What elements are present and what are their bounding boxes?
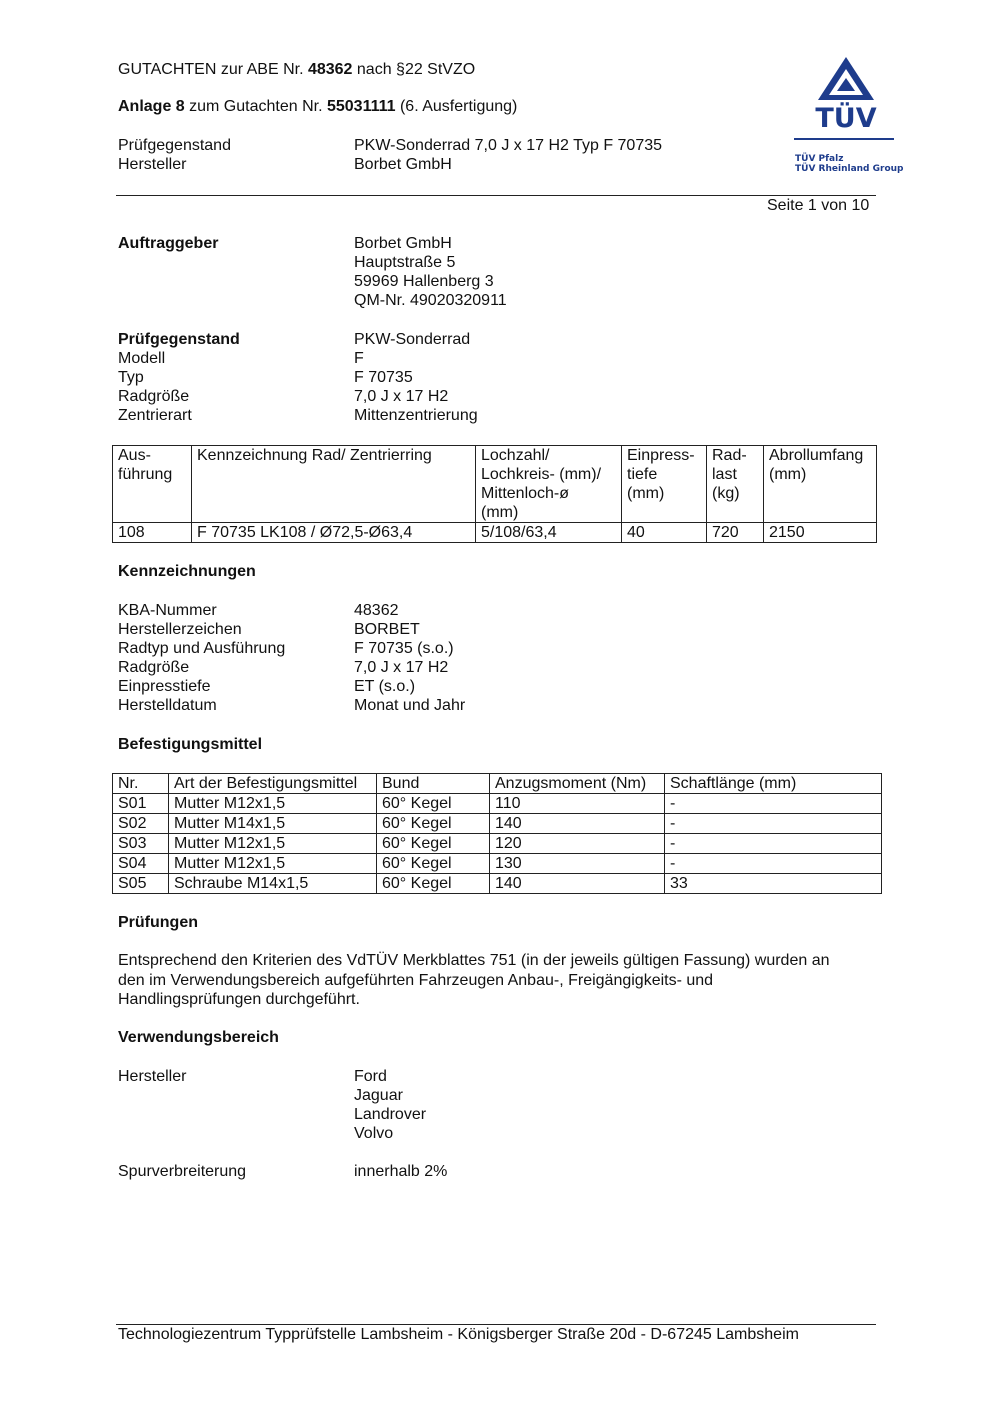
logo-line1: TÜV Pfalz bbox=[795, 154, 844, 164]
title-suffix: nach §22 StVZO bbox=[352, 61, 476, 78]
table-cell: Mutter M14x1,5 bbox=[169, 814, 377, 834]
pg-title-value: PKW-Sonderrad bbox=[354, 331, 471, 348]
header-cell: Nr. bbox=[113, 774, 169, 794]
spurverbreiterung-value: innerhalb 2% bbox=[354, 1163, 448, 1180]
auftraggeber-qm: QM-Nr. 49020320911 bbox=[354, 292, 507, 309]
table-row bbox=[113, 523, 877, 543]
kennzeichnungen-title: Kennzeichnungen bbox=[118, 563, 256, 580]
table-cell: 60° Kegel bbox=[377, 834, 490, 854]
table-cell: S05 bbox=[113, 874, 169, 894]
annex-suffix: (6. Ausfertigung) bbox=[395, 98, 518, 115]
table-row bbox=[113, 794, 882, 814]
kz-label: Radtyp und Ausführung bbox=[118, 640, 286, 657]
table-cell: S01 bbox=[113, 794, 169, 814]
table-cell: S02 bbox=[113, 814, 169, 834]
abe-number: 48362 bbox=[307, 61, 353, 78]
table-cell: 120 bbox=[490, 834, 665, 854]
table-cell: 60° Kegel bbox=[377, 814, 490, 834]
title-prefix: GUTACHTEN zur ABE Nr. bbox=[118, 61, 308, 78]
table-header-row bbox=[113, 446, 877, 523]
kz-value: Monat und Jahr bbox=[354, 697, 466, 714]
header-cell: Bund bbox=[377, 774, 490, 794]
header-cell: Abrollumfang (mm) bbox=[764, 446, 877, 523]
kz-label: Herstelldatum bbox=[118, 697, 217, 714]
logo-divider bbox=[794, 138, 894, 140]
verwendung-title: Verwendungsbereich bbox=[118, 1029, 279, 1046]
table-cell: - bbox=[665, 854, 882, 874]
header-cell: Art der Befestigungsmittel bbox=[169, 774, 377, 794]
auftraggeber-city: 59969 Hallenberg 3 bbox=[354, 273, 494, 290]
kz-value: F 70735 (s.o.) bbox=[354, 640, 454, 657]
kz-value: 48362 bbox=[354, 602, 399, 619]
table-cell: 140 bbox=[490, 874, 665, 894]
annex-line bbox=[118, 97, 517, 116]
auftraggeber-label: Auftraggeber bbox=[118, 235, 219, 252]
header-cell: Schaftlänge (mm) bbox=[665, 774, 882, 794]
kz-label: Einpresstiefe bbox=[118, 678, 211, 695]
kz-value: ET (s.o.) bbox=[354, 678, 416, 695]
report-number: 55031111 bbox=[326, 98, 396, 115]
header-cell: Kennzeichnung Rad/ Zentrierring bbox=[192, 446, 476, 523]
table-cell: Mutter M12x1,5 bbox=[169, 794, 377, 814]
pg-radgroesse-label: Radgröße bbox=[118, 388, 190, 405]
table-cell: 60° Kegel bbox=[377, 874, 490, 894]
header-hs-label: Hersteller bbox=[118, 156, 187, 173]
table-cell: Schraube M14x1,5 bbox=[169, 874, 377, 894]
verwendung-hersteller: Landrover bbox=[354, 1106, 427, 1123]
table-cell: 720 bbox=[707, 523, 764, 543]
pg-title-label: Prüfgegenstand bbox=[118, 331, 240, 348]
pruefungen-text-line: Entsprechend den Kriterien des VdTÜV Merkblattes 751 (in der jeweils gültigen Fassung) wurden an bbox=[118, 952, 830, 969]
kz-value: BORBET bbox=[354, 621, 420, 638]
kz-label: KBA-Nummer bbox=[118, 602, 217, 619]
pg-typ-label: Typ bbox=[118, 369, 144, 386]
table-cell: 110 bbox=[490, 794, 665, 814]
befestigung-title: Befestigungsmittel bbox=[118, 736, 263, 753]
header-cell: Aus- führung bbox=[113, 446, 192, 523]
header-cell: Anzugsmoment (Nm) bbox=[490, 774, 665, 794]
auftraggeber-name: Borbet GmbH bbox=[354, 235, 452, 252]
table-header-row bbox=[113, 774, 882, 794]
header-pg-value: PKW-Sonderrad 7,0 J x 17 H2 Typ F 70735 bbox=[354, 137, 663, 154]
table-cell: 60° Kegel bbox=[377, 854, 490, 874]
verwendung-hersteller: Jaguar bbox=[354, 1087, 403, 1104]
verwendung-hersteller-label: Hersteller bbox=[118, 1068, 187, 1085]
pg-zentrierart-label: Zentrierart bbox=[118, 407, 192, 424]
page-number: Seite 1 von 10 bbox=[767, 197, 870, 214]
table-cell: 140 bbox=[490, 814, 665, 834]
kz-value: 7,0 J x 17 H2 bbox=[354, 659, 449, 676]
table-cell: S04 bbox=[113, 854, 169, 874]
table-cell: 60° Kegel bbox=[377, 794, 490, 814]
table-row bbox=[113, 834, 882, 854]
table-row bbox=[113, 854, 882, 874]
table-cell: S03 bbox=[113, 834, 169, 854]
pruefungen-text-line: den im Verwendungsbereich aufgeführten Fahrzeugen Anbau-, Freigängigkeits- und bbox=[118, 972, 714, 989]
pg-zentrierart-value: Mittenzentrierung bbox=[354, 407, 478, 424]
pruefungen-title: Prüfungen bbox=[118, 914, 198, 931]
footer-address: Technologiezentrum Typprüfstelle Lambsheim - Königsberger Straße 20d - D-67245 Lambsheim bbox=[118, 1326, 799, 1343]
table-cell: 33 bbox=[665, 874, 882, 894]
report-title bbox=[118, 60, 475, 79]
table-cell: F 70735 LK108 / Ø72,5-Ø63,4 bbox=[192, 523, 476, 543]
table-cell: 2150 bbox=[764, 523, 877, 543]
table-cell: - bbox=[665, 834, 882, 854]
header-cell: Einpress- tiefe (mm) bbox=[622, 446, 707, 523]
header-hs-value: Borbet GmbH bbox=[354, 156, 452, 173]
header-rule bbox=[116, 195, 876, 196]
verwendung-hersteller: Volvo bbox=[354, 1125, 394, 1142]
header-pg-label: Prüfgegenstand bbox=[118, 137, 231, 154]
pg-modell-label: Modell bbox=[118, 350, 166, 367]
table-cell: - bbox=[665, 794, 882, 814]
table-cell: 5/108/63,4 bbox=[476, 523, 622, 543]
table-cell: 130 bbox=[490, 854, 665, 874]
kz-label: Radgröße bbox=[118, 659, 190, 676]
pg-modell-value: F bbox=[354, 350, 364, 367]
tuev-triangle-icon bbox=[794, 54, 898, 102]
annex-mid: zum Gutachten Nr. bbox=[184, 98, 327, 115]
table-row bbox=[113, 814, 882, 834]
pg-typ-value: F 70735 bbox=[354, 369, 413, 386]
table-cell: Mutter M12x1,5 bbox=[169, 834, 377, 854]
annex-label: Anlage 8 bbox=[118, 98, 185, 115]
header-cell: Lochzahl/ Lochkreis- (mm)/ Mittenloch-ø (mm) bbox=[476, 446, 622, 523]
verwendung-hersteller: Ford bbox=[354, 1068, 387, 1085]
pruefungen-text-line: Handlingsprüfungen durchgeführt. bbox=[118, 991, 360, 1008]
tuev-brand: TÜV bbox=[815, 103, 877, 134]
spurverbreiterung-label: Spurverbreiterung bbox=[118, 1163, 247, 1180]
tuev-logo bbox=[794, 54, 904, 180]
kz-label: Herstellerzeichen bbox=[118, 621, 242, 638]
ausfuehrung-table bbox=[112, 445, 877, 543]
header-cell: Rad- last (kg) bbox=[707, 446, 764, 523]
table-cell: - bbox=[665, 814, 882, 834]
auftraggeber-street: Hauptstraße 5 bbox=[354, 254, 456, 271]
table-cell: 40 bbox=[622, 523, 707, 543]
table-cell: 108 bbox=[113, 523, 192, 543]
befestigung-table bbox=[112, 773, 882, 894]
pg-radgroesse-value: 7,0 J x 17 H2 bbox=[354, 388, 449, 405]
table-cell: Mutter M12x1,5 bbox=[169, 854, 377, 874]
table-row bbox=[113, 874, 882, 894]
logo-line2: TÜV Rheinland Group bbox=[795, 164, 904, 174]
